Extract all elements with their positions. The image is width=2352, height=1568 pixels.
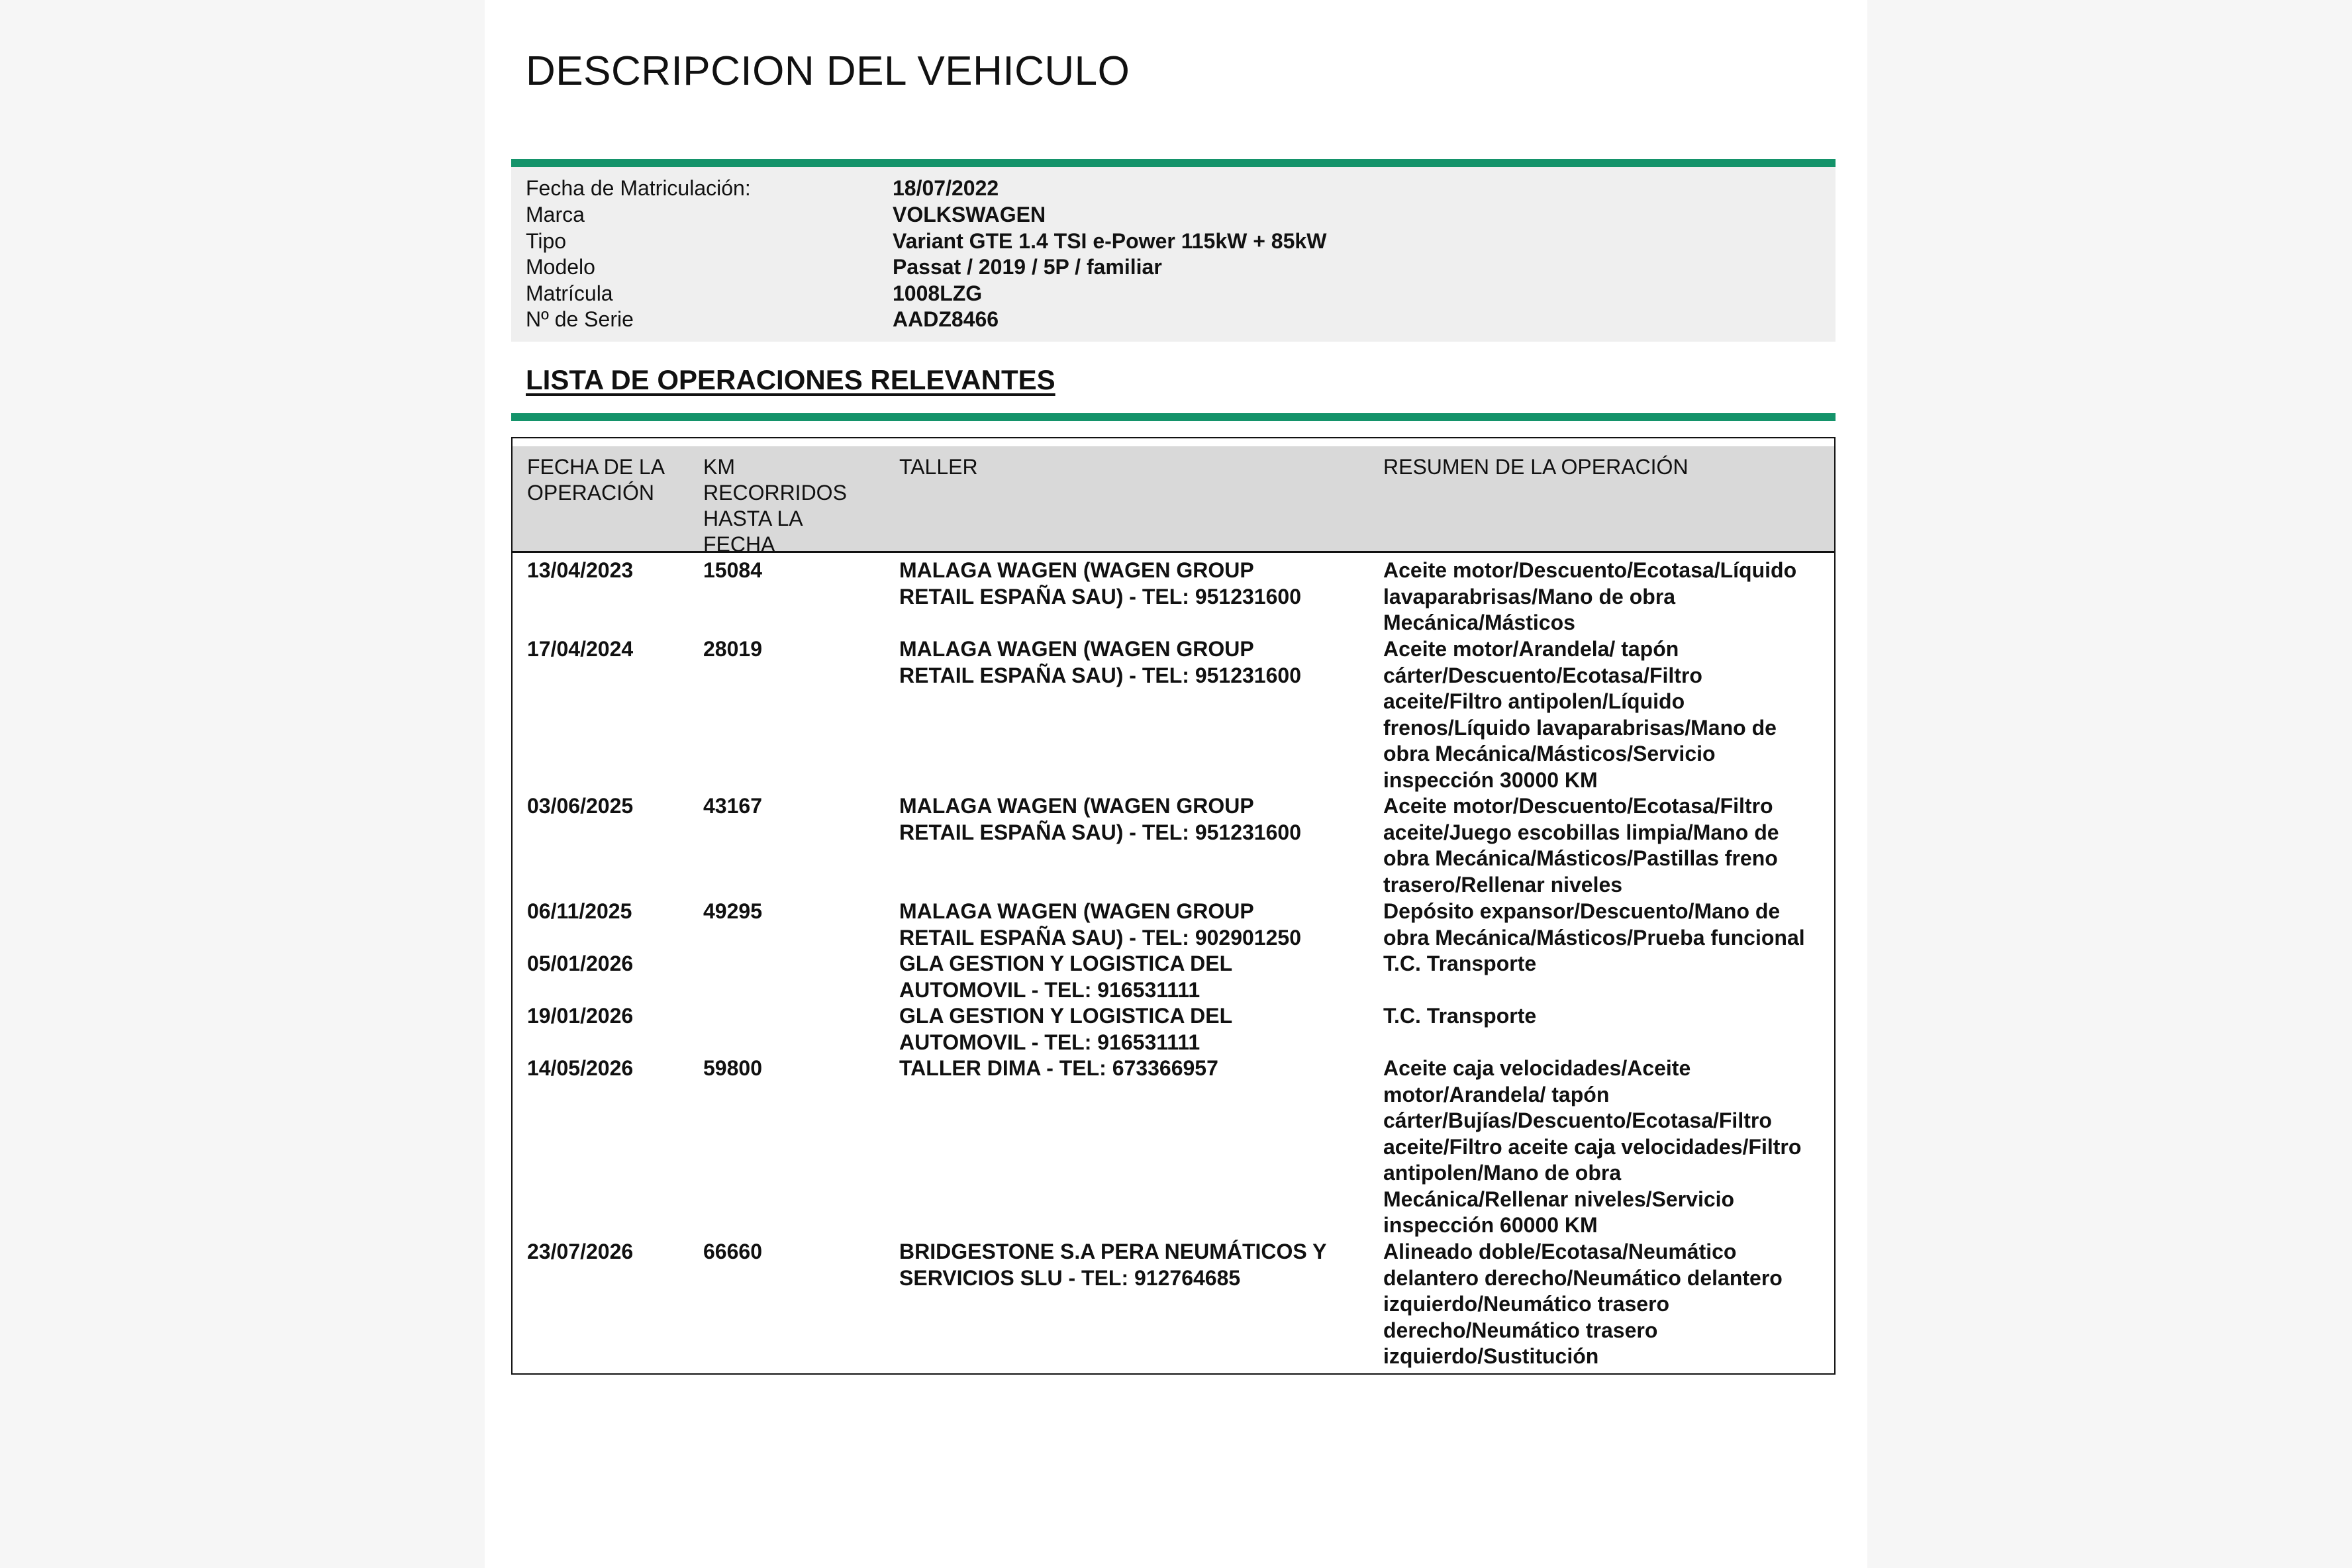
cell-km: 28019 (703, 637, 762, 661)
info-value: AADZ8466 (893, 307, 999, 331)
document-title: DESCRIPCION DEL VEHICULO (526, 48, 1130, 94)
operations-section-title: LISTA DE OPERACIONES RELEVANTES (526, 364, 1055, 395)
cell-km: 15084 (703, 558, 762, 582)
table-header (513, 446, 1834, 556)
cell-summary: Aceite motor/Descuento/Ecotasa/Filtro aceite/Juego escobillas limpia/Mano de obra Mecánica/Másticos/Pastillas freno trasero/Rellenar niveles (1383, 794, 1779, 897)
header-summary: RESUMEN DE LA OPERACIÓN (1383, 455, 1689, 479)
operations-table (511, 437, 1836, 1375)
info-label: Tipo (526, 229, 567, 253)
cell-date: 23/07/2026 (527, 1240, 634, 1263)
cell-summary: Aceite caja velocidades/Aceite motor/Arandela/ tapón cárter/Bujías/Descuento/Ecotasa/Filtro aceite/Filtro aceite caja velocidades/Filtro antipolen/Mano de obra Mecánica/Rellenar niveles/Servicio inspección 60000 KM (1383, 1056, 1802, 1237)
info-label: Fecha de Matriculación: (526, 176, 751, 200)
cell-summary: Aceite motor/Arandela/ tapón cárter/Descuento/Ecotasa/Filtro aceite/Filtro antipolen/Líquido frenos/Líquido lavaparabrisas/Mano de obra Mecánica/Másticos/Servicio inspección 30000 KM (1383, 637, 1777, 792)
document-page (485, 0, 1867, 1568)
header-date: FECHA DE LA OPERACIÓN (527, 455, 665, 505)
info-value: Passat / 2019 / 5P / familiar (893, 255, 1162, 279)
cell-shop: GLA GESTION Y LOGISTICA DEL AUTOMOVIL - TEL: 916531111 (899, 952, 1233, 1002)
cell-km: 59800 (703, 1056, 762, 1080)
vehicle-info-panel (511, 167, 1836, 342)
cell-shop: MALAGA WAGEN (WAGEN GROUP RETAIL ESPAÑA SAU) - TEL: 951231600 (899, 558, 1301, 609)
cell-date: 05/01/2026 (527, 952, 634, 975)
cell-summary: Alineado doble/Ecotasa/Neumático delantero derecho/Neumático delantero izquierdo/Neumático trasero derecho/Neumático trasero izquierdo/Sustitución (1383, 1240, 1783, 1368)
info-value: VOLKSWAGEN (893, 203, 1046, 226)
cell-km: 66660 (703, 1240, 762, 1263)
info-label: Marca (526, 203, 585, 226)
info-label: Modelo (526, 255, 595, 279)
cell-summary: Aceite motor/Descuento/Ecotasa/Líquido lavaparabrisas/Mano de obra Mecánica/Másticos (1383, 558, 1797, 634)
cell-summary: T.C. Transporte (1383, 1004, 1537, 1028)
cell-shop: MALAGA WAGEN (WAGEN GROUP RETAIL ESPAÑA SAU) - TEL: 951231600 (899, 637, 1301, 687)
header-shop: TALLER (899, 455, 978, 479)
info-label: Nº de Serie (526, 307, 634, 331)
cell-shop: TALLER DIMA - TEL: 673366957 (899, 1056, 1218, 1080)
info-label: Matrícula (526, 281, 613, 305)
cell-date: 03/06/2025 (527, 794, 634, 818)
cell-date: 19/01/2026 (527, 1004, 634, 1028)
info-value: 18/07/2022 (893, 176, 999, 200)
cell-summary: T.C. Transporte (1383, 952, 1537, 975)
cell-date: 13/04/2023 (527, 558, 634, 582)
section-divider (511, 159, 1836, 167)
info-value: Variant GTE 1.4 TSI e-Power 115kW + 85kW (893, 229, 1327, 253)
cell-shop: MALAGA WAGEN (WAGEN GROUP RETAIL ESPAÑA SAU) - TEL: 902901250 (899, 899, 1301, 950)
cell-summary: Depósito expansor/Descuento/Mano de obra Mecánica/Másticos/Prueba funcional (1383, 899, 1805, 950)
header-km: KM RECORRIDOS HASTA LA FECHA (703, 455, 847, 556)
info-value: 1008LZG (893, 281, 983, 305)
cell-km: 43167 (703, 794, 762, 818)
cell-date: 14/05/2026 (527, 1056, 634, 1080)
cell-km: 49295 (703, 899, 762, 923)
cell-shop: GLA GESTION Y LOGISTICA DEL AUTOMOVIL - TEL: 916531111 (899, 1004, 1233, 1054)
cell-date: 06/11/2025 (527, 899, 632, 923)
cell-shop: BRIDGESTONE S.A PERA NEUMÁTICOS Y SERVICIOS SLU - TEL: 912764685 (899, 1240, 1327, 1290)
cell-shop: MALAGA WAGEN (WAGEN GROUP RETAIL ESPAÑA SAU) - TEL: 951231600 (899, 794, 1301, 844)
cell-date: 17/04/2024 (527, 637, 634, 661)
section-divider (511, 413, 1836, 421)
